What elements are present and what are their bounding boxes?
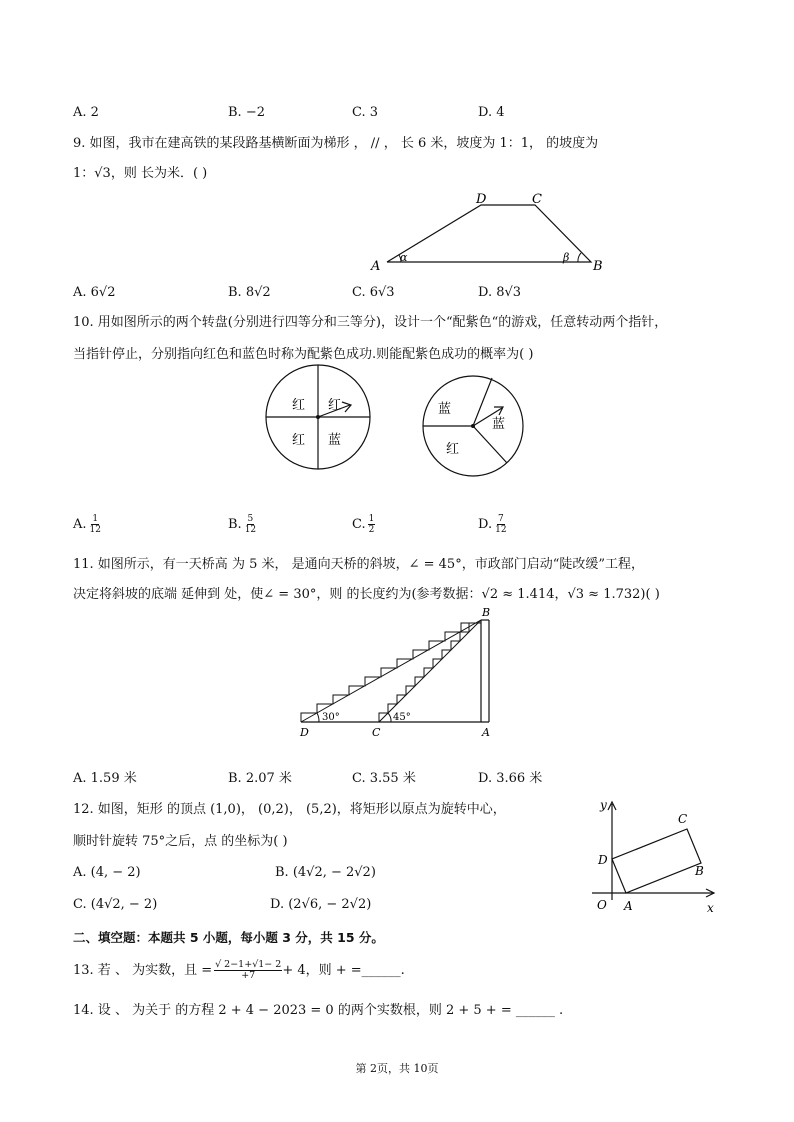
q9-option-b: B. 8√2: [228, 285, 271, 300]
q12-rectangle-figure: [590, 796, 720, 918]
q8-option-c: C. 3: [352, 105, 379, 120]
q9-label-alpha: α: [400, 251, 408, 264]
q9-option-a: A. 6√2: [73, 285, 116, 300]
q10-text-line2: 当指针停止，分别指向红色和蓝色时称为配紫色成功.则能配紫色成功的概率为( ): [73, 347, 534, 362]
q10-option-a: A. $\frac{1}{12}$: [73, 514, 101, 535]
q12-option-b: B. (4√2, − 2√2): [275, 865, 376, 880]
q11-label-d: D: [300, 726, 309, 739]
q11-label-a: A: [482, 726, 490, 739]
q11-label-c: C: [372, 726, 381, 739]
q8-option-d: D. 4: [478, 105, 505, 120]
q11-staircase-figure: [296, 604, 506, 740]
wheel2-sector-top: 蓝: [438, 402, 452, 417]
q11-option-d: D. 3.66 米: [478, 771, 543, 786]
q10-option-d: D. $\frac{7}{12}$: [478, 514, 507, 535]
q10-option-c: C. $\frac{1}{2}$: [352, 514, 375, 535]
q12-option-a: A. (4, − 2): [73, 865, 141, 880]
q9-label-c: C: [532, 192, 542, 207]
wheel2-sector-right: 蓝: [492, 417, 506, 432]
q12-text-line2: 顺时针旋转 75°之后，点 的坐标为( ): [73, 834, 288, 849]
q14-text: 14. 设 、 为关于 的方程 2 + 4 − 2023 = 0 的两个实数根，则 2 + 5 + = ______ .: [73, 1003, 564, 1018]
q12-axis-x-label: x: [707, 901, 714, 915]
spinner-three-parts: [418, 371, 530, 479]
wheel1-sector-br: 蓝: [328, 433, 342, 448]
spinner-four-parts: [262, 364, 380, 474]
q9-label-a: A: [371, 259, 381, 274]
q9-text-line1: 9. 如图，我市在建高铁的某段路基横断面为梯形 ， // ， 长 6 米，坡度为 1：1， 的坡度为: [73, 136, 599, 151]
section-heading-fill-in: 二、填空题：本题共 5 小题，每小题 3 分，共 15 分。: [73, 930, 384, 945]
q9-text-line2: 1：√3，则 长为米．( ): [73, 166, 208, 181]
q10-text-line1: 10. 用如图所示的两个转盘(分别进行四等分和三等分)，设计一个“配紫色“的游戏，任意转动两个指针，: [73, 315, 668, 330]
q13-text: 13. 若 、 为实数，且 = $\frac{√ 2-1+√1- 2}{+7}$ + 4，则 + =______.: [73, 959, 405, 981]
q11-angle-45: 45°: [393, 712, 411, 723]
q12-label-a: A: [624, 899, 633, 913]
q8-option-a: A. 2: [73, 105, 99, 120]
q11-text-line1: 11. 如图所示，有一天桥高 为 5 米， 是通向天桥的斜坡，∠ = 45°，市政部门启动“陡改缓”工程，: [73, 557, 644, 572]
q12-text-line1: 12. 如图，矩形 的顶点 (1,0)， (0,2)， (5,2)，将矩形以原点为旋转中心，: [73, 802, 506, 817]
page-footer: 第 2页，共 10页: [355, 1062, 439, 1075]
wheel1-sector-bl: 红: [292, 433, 306, 448]
q9-label-d: D: [476, 192, 487, 207]
q9-label-beta: β: [563, 251, 570, 264]
q9-label-b: B: [593, 259, 603, 274]
q12-label-d: D: [598, 853, 608, 867]
q12-option-d: D. (2√6, − 2√2): [270, 897, 372, 912]
q12-option-c: C. (4√2, − 2): [73, 897, 158, 912]
q11-option-c: C. 3.55 米: [352, 771, 416, 786]
wheel1-sector-tr: 红: [328, 398, 342, 413]
q10-option-b: B. $\frac{5}{12}$: [228, 514, 257, 535]
q11-text-line2: 决定将斜坡的底端 延伸到 处，使∠ = 30°，则 的长度约为(参考数据：√2 ≈ 1.414，√3 ≈ 1.732)( ): [73, 587, 660, 602]
q11-option-a: A. 1.59 米: [73, 771, 137, 786]
q11-angle-30: 30°: [322, 712, 340, 723]
q12-label-c: C: [678, 812, 688, 826]
q8-option-b: B. −2: [228, 105, 265, 120]
q12-label-o: O: [597, 898, 607, 912]
q9-option-d: D. 8√3: [478, 285, 522, 300]
q9-trapezoid-figure: [365, 192, 615, 274]
q11-label-b: B: [482, 606, 491, 619]
q12-axis-y-label: y: [600, 798, 607, 812]
q11-option-b: B. 2.07 米: [228, 771, 292, 786]
q12-label-b: B: [695, 864, 704, 878]
q9-option-c: C. 6√3: [352, 285, 395, 300]
wheel1-sector-tl: 红: [292, 398, 306, 413]
wheel2-sector-bottom: 红: [446, 442, 460, 457]
